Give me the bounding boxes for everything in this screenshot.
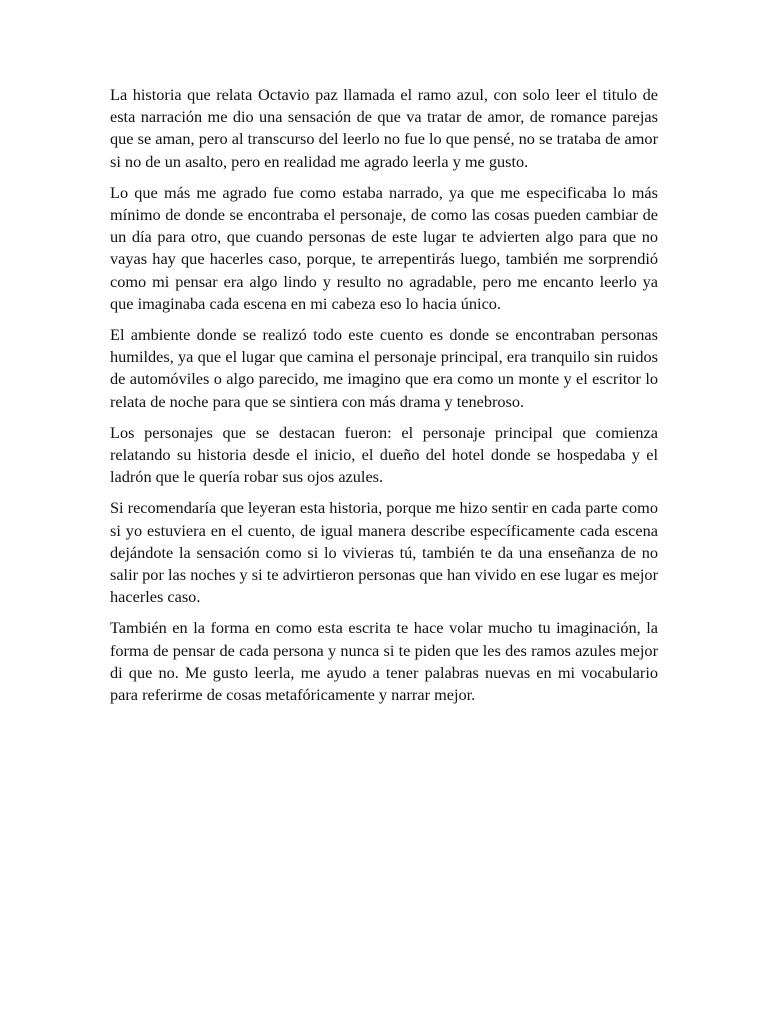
paragraph-1: La historia que relata Octavio paz llamada el ramo azul, con solo leer el titulo de esta narración me dio una sensación de que va tratar de amor, de romance parejas que se aman, pero al transcurso del leerlo no fue lo que pensé, no se trataba de amor si no de un asalto, pero en realidad me agrado leerla y me gusto. [110,85,658,171]
paragraph-5: Si recomendaría que leyeran esta historia, porque me hizo sentir en cada parte como si yo estuviera en el cuento, de igual manera describe específicamente cada escena dejándote la sensación como si lo vivieras tú, también te da una enseñanza de no salir por las noches y si te advirtieron personas que han vivido en ese lugar es mejor hacerles caso. [110,498,658,607]
paragraph-4: Los personajes que se destacan fueron: el personaje principal que comienza relatando su historia desde el inicio, el dueño del hotel donde se hospedaba y el ladrón que le quería robar sus ojos azules. [110,422,658,487]
paragraph-2: Lo que más me agrado fue como estaba narrado, ya que me especificaba lo más mínimo de donde se encontraba el personaje, de como las cosas pueden cambiar de un día para otro, que cuando personas de este lugar te advierten algo para que no vayas hay que hacerles caso, porque, te arrepentirás luego, también me sorprendió como mi pensar era algo lindo y resulto no agradable, pero me encanto leerlo ya que imaginaba cada escena en mi cabeza eso lo hacia único. [110,182,658,313]
document-body [110,84,658,715]
paragraph-3: El ambiente donde se realizó todo este cuento es donde se encontraban personas humildes, ya que el lugar que camina el personaje principal, era tranquilo sin ruidos de automóviles o algo parecido, me imagino que era como un monte y el escritor lo relata de noche para que se sintiera con más drama y tenebroso. [110,325,658,411]
paragraph-6: También en la forma en como esta escrita te hace volar mucho tu imaginación, la forma de pensar de cada persona y nunca si te piden que les des ramos azules mejor di que no. Me gusto leerla, me ayudo a tener palabras nuevas en mi vocabulario para referirme de cosas metafóricamente y narrar mejor. [110,618,658,705]
